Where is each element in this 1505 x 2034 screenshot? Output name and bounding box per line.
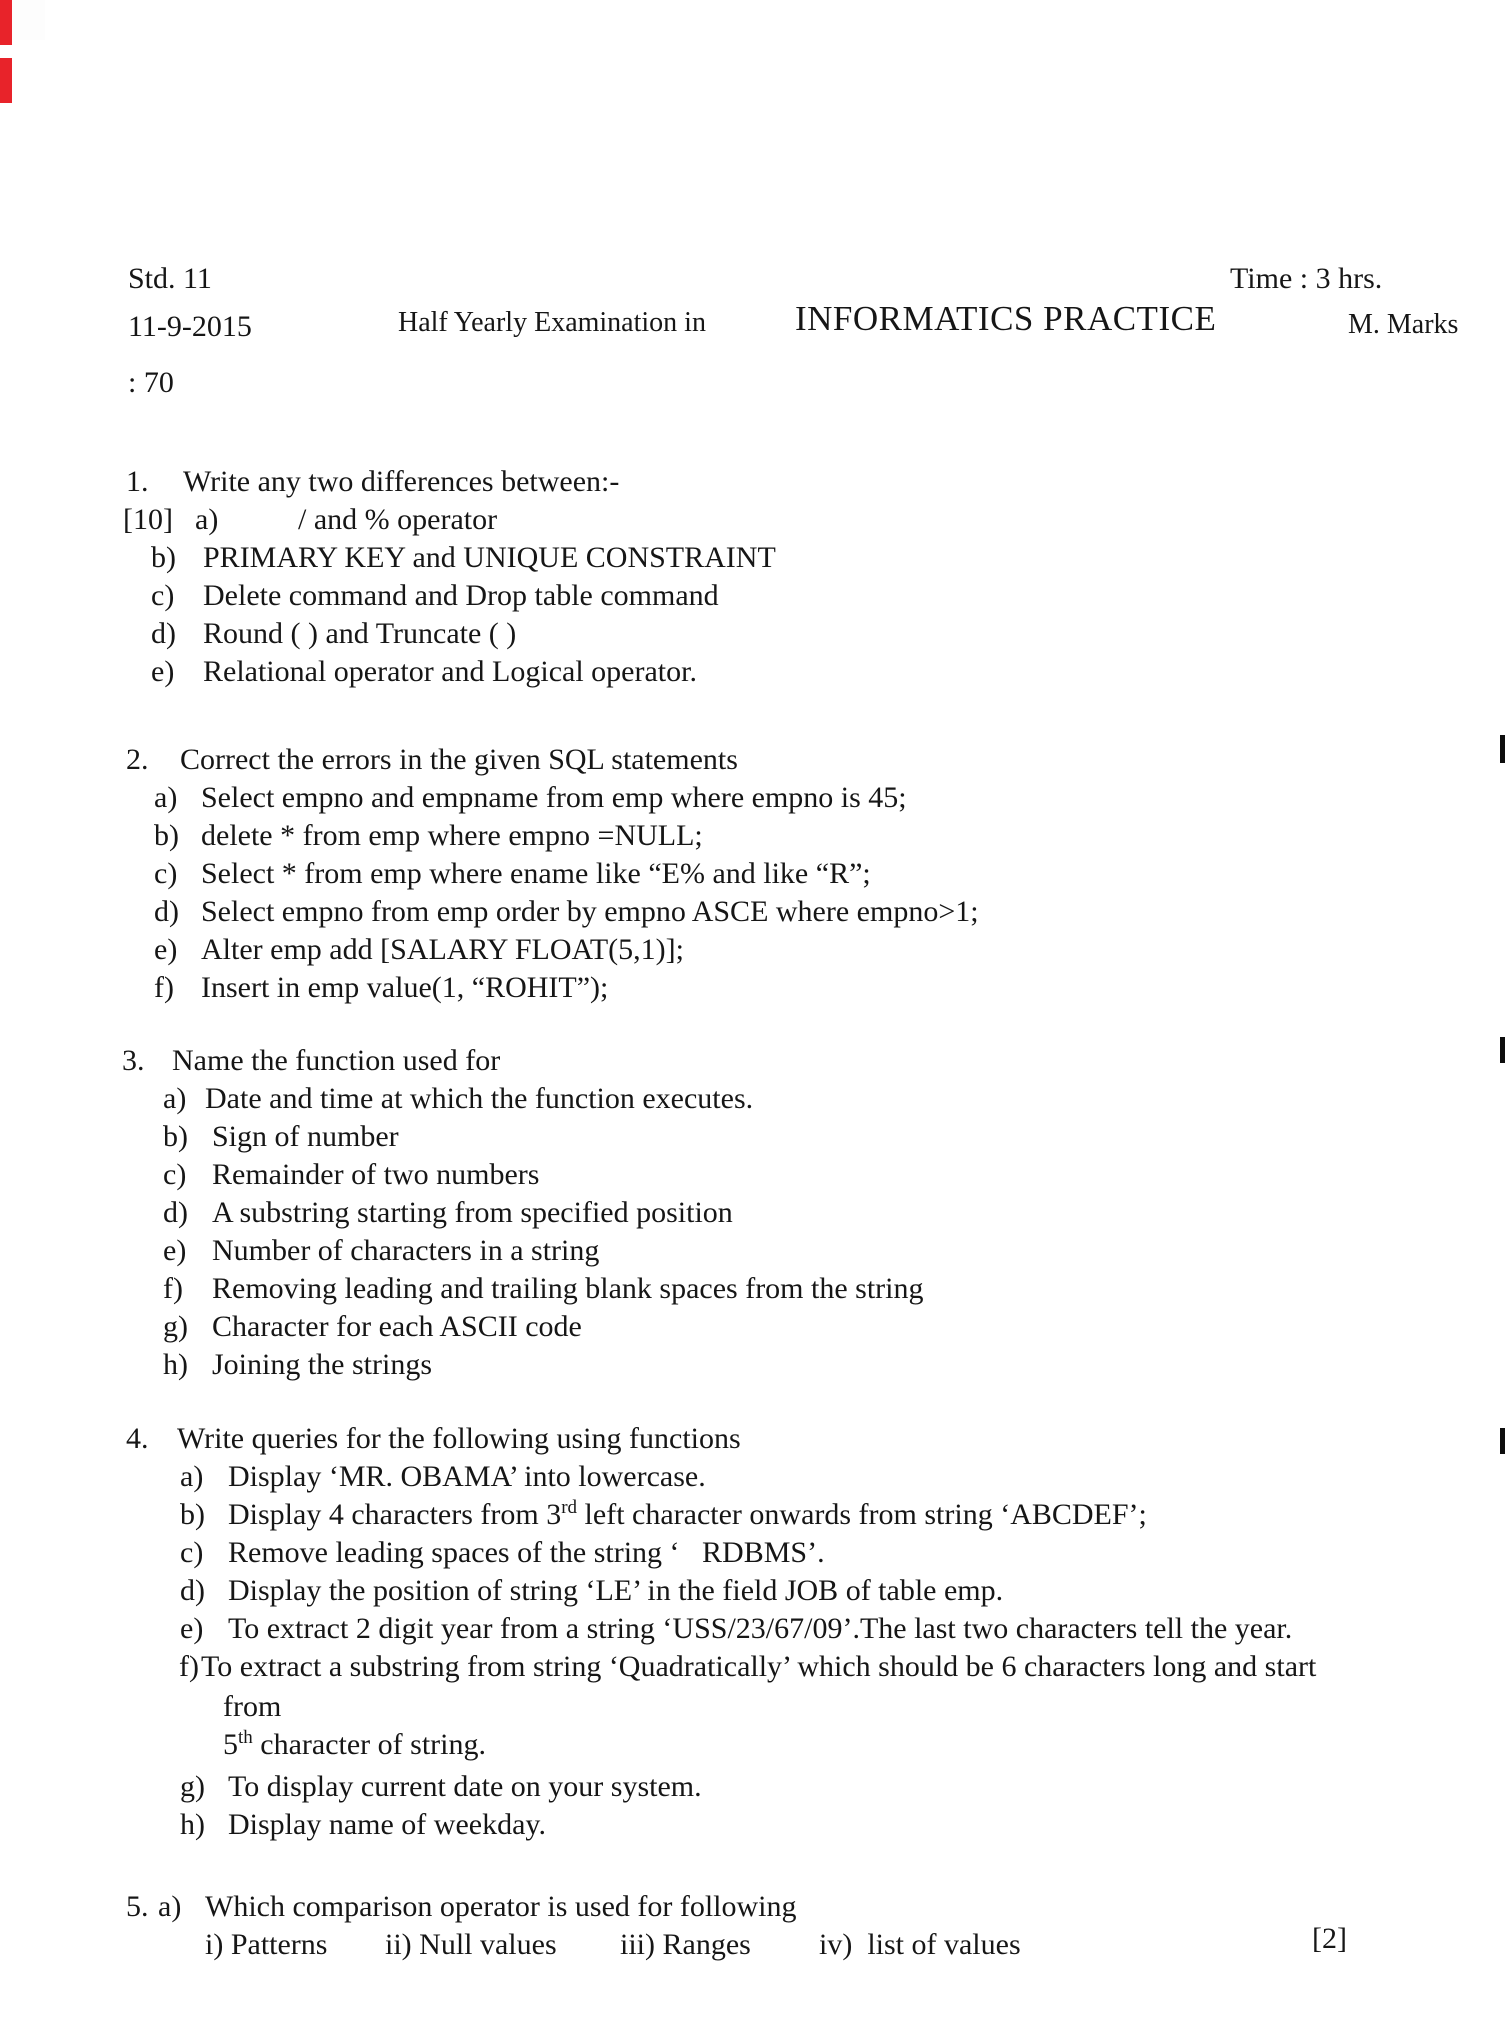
- q1-item-a-text: / and % operator: [298, 503, 498, 536]
- q3-item-f-text: Removing leading and trailing blank spaces from the string: [212, 1272, 924, 1305]
- q3-item-d-letter: d): [163, 1196, 188, 1229]
- q4-item-f-text: To extract a substring from string ‘Quadratically’ which should be 6 characters long and start: [201, 1650, 1317, 1683]
- q2-item-c-letter: c): [154, 857, 178, 890]
- q3-item-e-text: Number of characters in a string: [212, 1234, 600, 1267]
- q5-option-ii: ii) Null values: [385, 1928, 557, 1961]
- q4-item-b-letter: b): [180, 1498, 205, 1531]
- q3-item-g-letter: g): [163, 1310, 188, 1343]
- question-1-number: 1.: [126, 465, 149, 498]
- q5-option-iii: iii) Ranges: [620, 1928, 751, 1961]
- right-margin-mark: [1500, 735, 1505, 763]
- q3-item-f-letter: f): [163, 1272, 183, 1305]
- q1-item-d-letter: d): [151, 617, 176, 650]
- q3-item-b-letter: b): [163, 1120, 188, 1153]
- q3-item-d-text: A substring starting from specified position: [212, 1196, 733, 1229]
- q1-item-a-letter: a): [195, 503, 219, 536]
- q3-item-h-letter: h): [163, 1348, 188, 1381]
- exam-date: 11-9-2015: [128, 310, 252, 343]
- q4-item-c-letter: c): [180, 1536, 204, 1569]
- q4-item-e-text: To extract 2 digit year from a string ‘USS/23/67/09’.The last two characters tell the year.: [228, 1612, 1293, 1645]
- q4-item-h-text: Display name of weekday.: [228, 1808, 546, 1841]
- q3-item-c-text: Remainder of two numbers: [212, 1158, 540, 1191]
- q4-item-g-letter: g): [180, 1770, 205, 1803]
- q4-f2-pre: 5: [223, 1728, 238, 1761]
- q1-item-e-letter: e): [151, 655, 175, 688]
- q2-item-d-letter: d): [154, 895, 179, 928]
- q1-item-d-text: Round ( ) and Truncate ( ): [203, 617, 517, 650]
- q4-item-f-continuation-1: from: [223, 1690, 282, 1723]
- q1-item-c-letter: c): [151, 579, 175, 612]
- q1-item-c-text: Delete command and Drop table command: [203, 579, 719, 612]
- q2-item-a-letter: a): [154, 781, 178, 814]
- q2-item-f-letter: f): [154, 971, 174, 1004]
- q4-item-f-letter: f): [179, 1650, 199, 1683]
- subject-title: INFORMATICS PRACTICE: [795, 299, 1217, 338]
- q4-item-c-text: Remove leading spaces of the string ‘ RDBMS’.: [228, 1536, 825, 1569]
- time-allowed: Time : 3 hrs.: [1230, 262, 1383, 295]
- red-edge-mark: [0, 0, 12, 45]
- max-marks-value: : 70: [128, 366, 174, 399]
- q3-item-h-text: Joining the strings: [212, 1348, 433, 1381]
- class-label: Std. 11: [128, 262, 212, 295]
- question-1-marks: [10]: [123, 503, 173, 536]
- q1-item-b-letter: b): [151, 541, 176, 574]
- q4-item-b-superscript: rd: [561, 1497, 578, 1518]
- q3-item-a-text: Date and time at which the function executes.: [205, 1082, 754, 1115]
- q4-f2-post: character of string.: [252, 1728, 486, 1761]
- q2-item-e-letter: e): [154, 933, 178, 966]
- q2-item-b-text: delete * from emp where empno =NULL;: [201, 819, 703, 852]
- q4-item-a-letter: a): [180, 1460, 204, 1493]
- q2-item-f-text: Insert in emp value(1, “ROHIT”);: [201, 971, 609, 1004]
- q4-item-a-text: Display ‘MR. OBAMA’ into lowercase.: [228, 1460, 706, 1493]
- q2-item-b-letter: b): [154, 819, 179, 852]
- q4-item-d-text: Display the position of string ‘LE’ in the field JOB of table emp.: [228, 1574, 1004, 1607]
- question-4-text: Write queries for the following using functions: [177, 1422, 741, 1455]
- q4-item-f-continuation-2: [223, 1728, 486, 1761]
- right-margin-mark: [1500, 1037, 1505, 1063]
- q1-item-b-text: PRIMARY KEY and UNIQUE CONSTRAINT: [203, 541, 776, 574]
- q5-option-iv: iv) list of values: [819, 1928, 1021, 1961]
- q2-item-c-text: Select * from emp where ename like “E% and like “R”;: [201, 857, 871, 890]
- q3-item-g-text: Character for each ASCII code: [212, 1310, 582, 1343]
- question-4-number: 4.: [126, 1422, 149, 1455]
- q4-item-h-letter: h): [180, 1808, 205, 1841]
- question-5-letter: a): [158, 1890, 182, 1923]
- q5-option-i: i) Patterns: [205, 1928, 328, 1961]
- q3-item-b-text: Sign of number: [212, 1120, 399, 1153]
- max-marks-label: M. Marks: [1348, 309, 1459, 340]
- exam-title-prefix: Half Yearly Examination in: [398, 307, 706, 338]
- question-3-number: 3.: [122, 1044, 145, 1077]
- q1-item-e-text: Relational operator and Logical operator.: [203, 655, 697, 688]
- q4-item-g-text: To display current date on your system.: [228, 1770, 702, 1803]
- q4-item-b-post: left character onwards from string ‘ABCDEF’;: [577, 1498, 1147, 1531]
- question-5-text: Which comparison operator is used for following: [205, 1890, 797, 1923]
- q2-item-d-text: Select empno from emp order by empno ASCE where empno>1;: [201, 895, 979, 928]
- question-3-text: Name the function used for: [172, 1044, 501, 1077]
- question-2-number: 2.: [126, 743, 149, 776]
- question-1-text: Write any two differences between:-: [183, 465, 620, 498]
- q4-item-b-text: [228, 1498, 1147, 1531]
- q3-item-c-letter: c): [163, 1158, 187, 1191]
- q4-item-b-pre: Display 4 characters from 3: [228, 1498, 562, 1531]
- question-5-marks: [2]: [1312, 1922, 1347, 1955]
- red-edge-mark: [0, 58, 12, 103]
- question-2-text: Correct the errors in the given SQL statements: [180, 743, 738, 776]
- q2-item-a-text: Select empno and empname from emp where empno is 45;: [201, 781, 907, 814]
- right-margin-mark: [1500, 1428, 1505, 1454]
- q3-item-e-letter: e): [163, 1234, 187, 1267]
- question-5-number: 5.: [126, 1890, 149, 1923]
- q3-item-a-letter: a): [163, 1082, 187, 1115]
- q4-f2-superscript: th: [238, 1727, 253, 1748]
- q4-item-d-letter: d): [180, 1574, 205, 1607]
- q2-item-e-text: Alter emp add [SALARY FLOAT(5,1)];: [201, 933, 684, 966]
- q4-item-e-letter: e): [180, 1612, 204, 1645]
